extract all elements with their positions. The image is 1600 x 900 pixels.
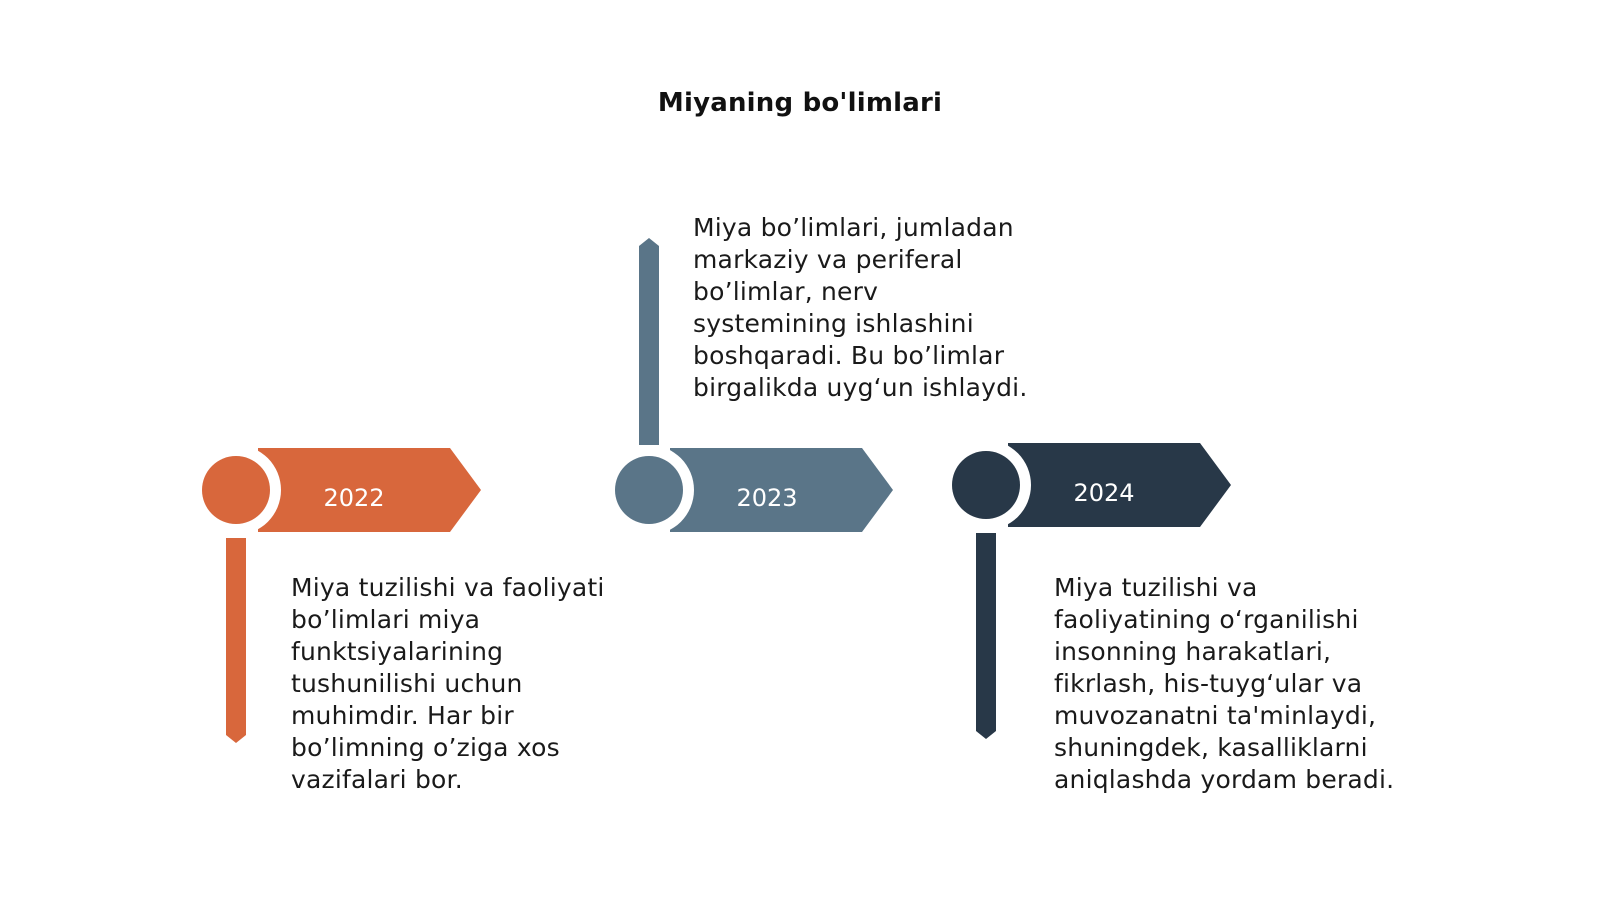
year-label-2023: 2023 — [736, 484, 798, 512]
marker-dot-2023 — [615, 456, 683, 524]
year-label-2022: 2022 — [323, 484, 385, 512]
description-2023: Miya bo’limlari, jumladan markaziy va periferal bo’limlar, nerv systemining ishlashini boshqaradi. Bu bo’limlar birgalikda uyg‘un ishlaydi. — [693, 213, 1028, 402]
description-2022: Miya tuzilishi va faoliyati bo’limlari miya funktsiyalarining tushunilishi uchun muhimdir. Har bir bo’limning o’ziga xos vazifalari bor. — [291, 573, 605, 794]
marker-dot-2022 — [202, 456, 270, 524]
connector-stem-2023 — [639, 238, 659, 445]
marker-dot-2024 — [952, 451, 1020, 519]
description-2024: Miya tuzilishi va faoliyatining o‘rganilishi insonning harakatlari, fikrlash, his-tuyg‘ular va muvozanatni ta'minlaydi, shuningdek, kasalliklarni aniqlashda yordam beradi. — [1054, 573, 1395, 794]
connector-stem-2022 — [226, 538, 246, 743]
year-label-2024: 2024 — [1073, 479, 1135, 507]
connector-stem-2024 — [976, 533, 996, 739]
page-title: Miyaning bo'limlari — [657, 88, 943, 118]
